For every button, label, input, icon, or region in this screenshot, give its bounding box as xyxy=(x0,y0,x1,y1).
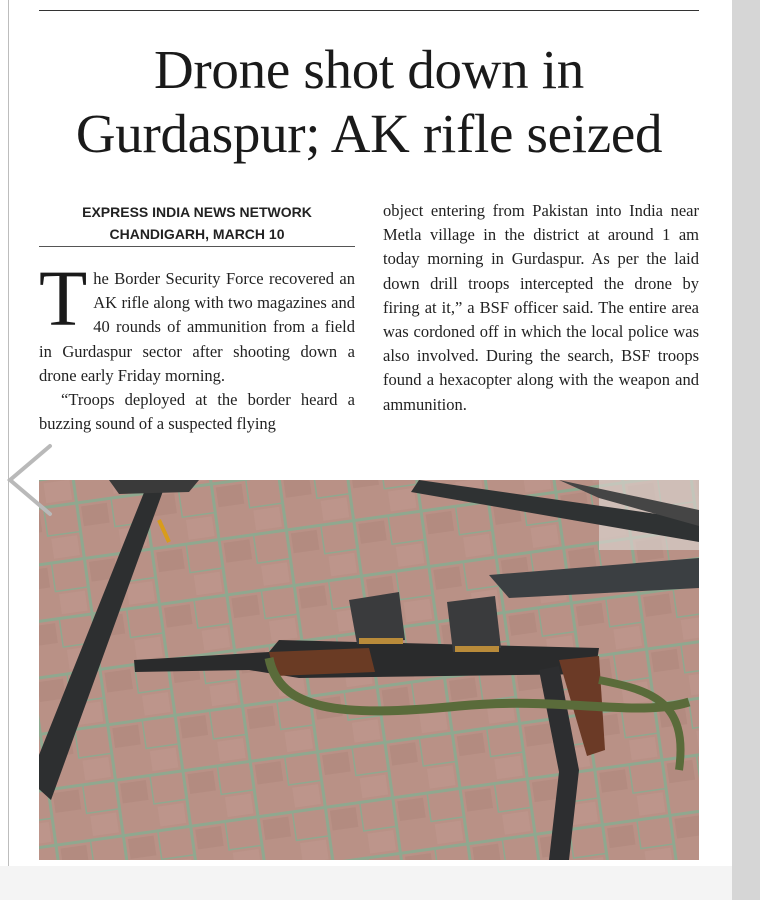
paragraph-1 xyxy=(39,256,355,388)
drop-cap: T xyxy=(39,256,88,343)
byline-rule xyxy=(39,246,355,247)
article-photo xyxy=(39,480,699,860)
newspaper-clipping xyxy=(8,0,727,866)
paragraph-2-continued: object entering from Pakistan into India near Metla village in the district at around 1 am today morning in Gurdaspur. As per the laid down drill troops intercepted the drone by firing at it,” a BSF officer said. The entire area was cordoned off in which the local police was also involved. During the search, BSF troops found a hexacopter along with the weapon and ammunition. xyxy=(383,201,699,414)
chevron-left-icon[interactable] xyxy=(0,440,60,520)
photo-recovered-rifle xyxy=(39,480,699,860)
top-rule xyxy=(39,10,699,11)
viewer-bottom-strip xyxy=(0,866,732,900)
paragraph-1-text: he Border Security Force recovered an AK rifle along with two magazines and 40 rounds of ammunition from a field in Gurdaspur sector after shooting down a drone early Friday morning. xyxy=(39,269,355,385)
headline-line-1: Drone shot down in xyxy=(154,39,584,100)
byline xyxy=(39,201,355,245)
byline-agency: EXPRESS INDIA NEWS NETWORK xyxy=(82,204,312,220)
article-column-left xyxy=(39,256,355,436)
paragraph-2: “Troops deployed at the border heard a buzzing sound of a suspected flying xyxy=(39,390,355,434)
headline xyxy=(29,38,709,166)
article-column-right xyxy=(383,199,699,417)
viewer-scrollbar[interactable] xyxy=(732,0,760,900)
byline-dateline: CHANDIGARH, MARCH 10 xyxy=(109,226,285,242)
headline-line-2: Gurdaspur; AK rifle seized xyxy=(75,103,663,164)
